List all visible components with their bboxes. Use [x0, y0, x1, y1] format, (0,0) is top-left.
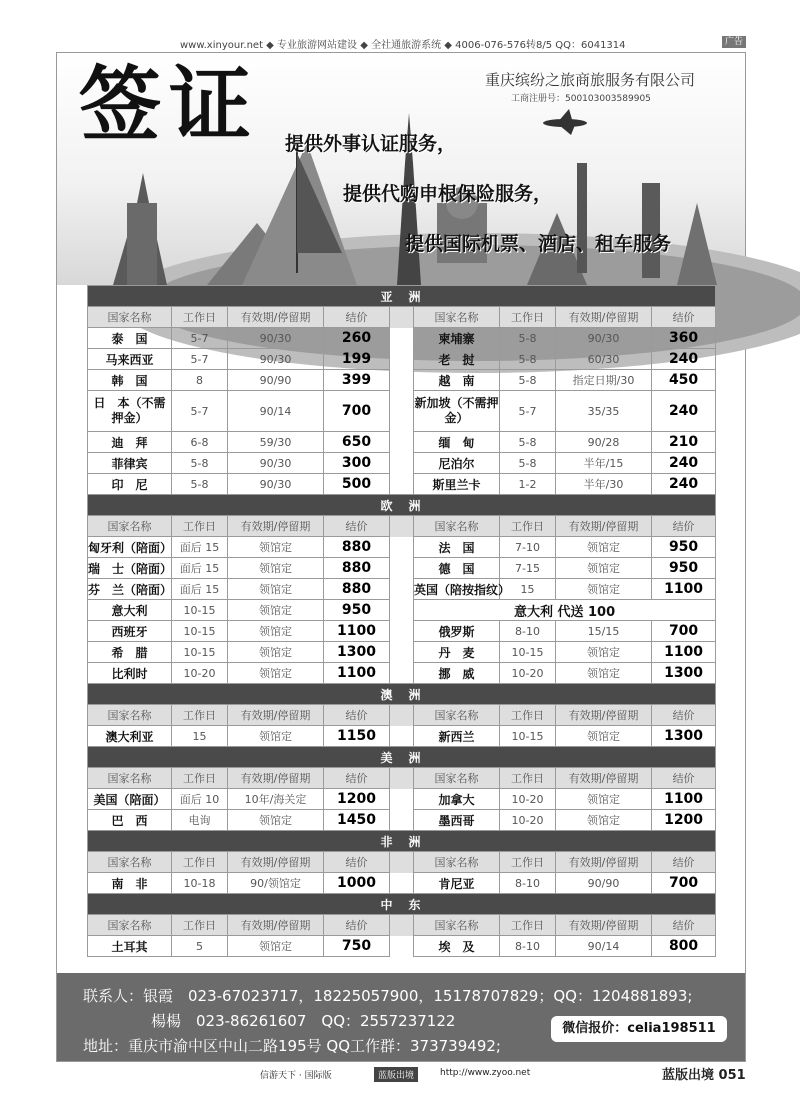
table-row [88, 873, 716, 894]
column-header: 工作日 [500, 307, 556, 328]
price: 1300 [652, 663, 716, 684]
column-header: 有效期/停留期 [556, 852, 652, 873]
validity: 90/30 [228, 474, 324, 495]
column-gap [390, 391, 414, 432]
price: 880 [324, 537, 390, 558]
country-name: 泰 国 [88, 328, 172, 349]
price: 880 [324, 579, 390, 600]
column-header: 有效期/停留期 [556, 516, 652, 537]
country-name: 意大利 [88, 600, 172, 621]
price: 700 [652, 621, 716, 642]
price: 240 [652, 349, 716, 370]
price: 1100 [652, 789, 716, 810]
footer-url[interactable]: http://www.zyoo.net [440, 1068, 531, 1078]
table-row [88, 810, 716, 831]
column-header: 国家名称 [414, 768, 500, 789]
working-days: 8-10 [500, 621, 556, 642]
working-days: 7-15 [500, 558, 556, 579]
column-header: 结价 [652, 852, 716, 873]
working-days: 5-7 [172, 328, 228, 349]
column-gap [390, 307, 414, 328]
validity: 90/28 [556, 432, 652, 453]
validity: 领馆定 [228, 537, 324, 558]
table-row [88, 432, 716, 453]
column-gap [390, 852, 414, 873]
column-header: 工作日 [500, 768, 556, 789]
price: 1300 [324, 642, 390, 663]
working-days: 1-2 [500, 474, 556, 495]
column-gap [390, 663, 414, 684]
validity: 90/领馆定 [228, 873, 324, 894]
working-days: 5-8 [172, 453, 228, 474]
country-name: 法 国 [414, 537, 500, 558]
column-gap [390, 768, 414, 789]
column-header: 有效期/停留期 [228, 516, 324, 537]
column-header: 国家名称 [414, 307, 500, 328]
validity: 领馆定 [228, 936, 324, 957]
price: 450 [652, 370, 716, 391]
table-row [88, 726, 716, 747]
price: 500 [324, 474, 390, 495]
table-row [88, 663, 716, 684]
address-line: 地址：重庆市渝中区中山二路195号 QQ工作群：373739492; [83, 1037, 501, 1055]
region-header-row [88, 495, 716, 516]
validity: 90/14 [556, 936, 652, 957]
column-gap [390, 621, 414, 642]
validity: 15/15 [556, 621, 652, 642]
validity: 领馆定 [556, 579, 652, 600]
column-gap [390, 789, 414, 810]
table-row [88, 370, 716, 391]
working-days: 10-15 [172, 642, 228, 663]
price: 240 [652, 391, 716, 432]
column-header: 有效期/停留期 [556, 915, 652, 936]
price: 1150 [324, 726, 390, 747]
country-name: 日 本（不需押金） [88, 391, 172, 432]
table-row [88, 621, 716, 642]
column-header: 结价 [324, 915, 390, 936]
price: 300 [324, 453, 390, 474]
region-header-row [88, 894, 716, 915]
column-header: 结价 [652, 915, 716, 936]
service-line-1: 提供外事认证服务， [285, 133, 457, 155]
column-header: 结价 [652, 768, 716, 789]
validity: 90/90 [228, 370, 324, 391]
column-header: 结价 [652, 516, 716, 537]
banner [57, 53, 745, 285]
column-gap [390, 474, 414, 495]
table-row [88, 537, 716, 558]
validity: 领馆定 [556, 558, 652, 579]
column-gap [390, 453, 414, 474]
working-days: 10-20 [500, 789, 556, 810]
country-name: 柬埔寨 [414, 328, 500, 349]
column-gap [390, 936, 414, 957]
column-header: 结价 [324, 516, 390, 537]
working-days: 10-15 [500, 726, 556, 747]
column-header: 有效期/停留期 [556, 307, 652, 328]
column-header-row [88, 307, 716, 328]
working-days: 5-7 [172, 391, 228, 432]
working-days: 10-15 [500, 642, 556, 663]
column-gap [390, 915, 414, 936]
working-days: 5-7 [172, 349, 228, 370]
region-name: 澳 洲 [88, 684, 716, 705]
column-header: 国家名称 [88, 915, 172, 936]
column-gap [390, 349, 414, 370]
price: 360 [652, 328, 716, 349]
validity: 59/30 [228, 432, 324, 453]
column-gap [390, 537, 414, 558]
country-name: 俄罗斯 [414, 621, 500, 642]
column-header: 工作日 [500, 915, 556, 936]
working-days: 5-8 [500, 370, 556, 391]
country-name: 尼泊尔 [414, 453, 500, 474]
country-name: 韩 国 [88, 370, 172, 391]
validity: 领馆定 [228, 621, 324, 642]
table-row [88, 391, 716, 432]
registration-number: 工商注册号：500103003589905 [511, 94, 651, 104]
visa-price-table [87, 285, 716, 957]
country-name: 美国（陪面） [88, 789, 172, 810]
service-line-3: 提供国际机票、酒店、租车服务 [405, 233, 672, 255]
country-name: 新西兰 [414, 726, 500, 747]
country-name: 西班牙 [88, 621, 172, 642]
validity: 领馆定 [228, 726, 324, 747]
price: 199 [324, 349, 390, 370]
country-name: 缅 甸 [414, 432, 500, 453]
country-name: 印 尼 [88, 474, 172, 495]
column-gap [390, 432, 414, 453]
country-name: 挪 威 [414, 663, 500, 684]
validity: 领馆定 [228, 810, 324, 831]
price: 260 [324, 328, 390, 349]
column-header-row [88, 915, 716, 936]
validity: 35/35 [556, 391, 652, 432]
price: 950 [652, 558, 716, 579]
footer-brand: 信游天下 · 国际版 [260, 1071, 332, 1081]
country-name: 埃 及 [414, 936, 500, 957]
column-header-row [88, 768, 716, 789]
column-header: 国家名称 [88, 768, 172, 789]
working-days: 5 [172, 936, 228, 957]
page-title: 签证 [79, 57, 260, 153]
column-header: 有效期/停留期 [228, 852, 324, 873]
validity: 10年/海关定 [228, 789, 324, 810]
country-name: 澳大利亚 [88, 726, 172, 747]
country-name: 迪 拜 [88, 432, 172, 453]
column-header: 有效期/停留期 [228, 768, 324, 789]
column-header: 工作日 [172, 768, 228, 789]
country-name: 斯里兰卡 [414, 474, 500, 495]
working-days: 面后 15 [172, 537, 228, 558]
validity: 领馆定 [228, 642, 324, 663]
ad-tag: 广告 [722, 36, 746, 48]
column-header: 国家名称 [414, 705, 500, 726]
validity: 90/90 [556, 873, 652, 894]
price: 700 [652, 873, 716, 894]
working-days: 10-15 [172, 621, 228, 642]
working-days: 10-20 [172, 663, 228, 684]
price: 240 [652, 453, 716, 474]
table-row [88, 474, 716, 495]
country-name: 新加坡（不需押金） [414, 391, 500, 432]
delivery-note: 意大利 代送 100 [414, 600, 716, 621]
country-name: 加拿大 [414, 789, 500, 810]
working-days: 8 [172, 370, 228, 391]
country-name: 芬 兰（陪面） [88, 579, 172, 600]
column-header: 工作日 [500, 852, 556, 873]
price: 1450 [324, 810, 390, 831]
column-header-row [88, 705, 716, 726]
validity: 领馆定 [556, 810, 652, 831]
price: 240 [652, 474, 716, 495]
column-header: 有效期/停留期 [228, 307, 324, 328]
table-row [88, 600, 716, 621]
price: 1100 [652, 579, 716, 600]
validity: 半年/15 [556, 453, 652, 474]
working-days: 面后 10 [172, 789, 228, 810]
validity: 指定日期/30 [556, 370, 652, 391]
working-days: 6-8 [172, 432, 228, 453]
column-gap [390, 642, 414, 663]
service-line-2: 提供代购申根保险服务， [343, 183, 553, 205]
country-name: 墨西哥 [414, 810, 500, 831]
working-days: 15 [172, 726, 228, 747]
column-header: 国家名称 [414, 915, 500, 936]
country-name: 南 非 [88, 873, 172, 894]
column-gap [390, 600, 414, 621]
validity: 60/30 [556, 349, 652, 370]
column-header: 结价 [324, 705, 390, 726]
column-header: 工作日 [500, 516, 556, 537]
validity: 领馆定 [556, 789, 652, 810]
validity: 领馆定 [228, 558, 324, 579]
wechat-badge: 微信报价：celia198511 [551, 1016, 727, 1042]
column-header: 国家名称 [88, 705, 172, 726]
column-header: 结价 [324, 852, 390, 873]
working-days: 面后 15 [172, 579, 228, 600]
region-name: 欧 洲 [88, 495, 716, 516]
column-header-row [88, 852, 716, 873]
working-days: 5-8 [500, 349, 556, 370]
column-gap [390, 579, 414, 600]
working-days: 8-10 [500, 936, 556, 957]
column-gap [390, 810, 414, 831]
validity: 领馆定 [556, 726, 652, 747]
validity: 90/30 [228, 328, 324, 349]
column-header: 工作日 [172, 307, 228, 328]
page-number: 蓝版出境 051 [662, 1068, 746, 1083]
column-header: 有效期/停留期 [556, 768, 652, 789]
working-days: 电询 [172, 810, 228, 831]
price: 1200 [324, 789, 390, 810]
table-row [88, 349, 716, 370]
top-info-bar: www.xinyour.net ◆ 专业旅游网站建设 ◆ 全社通旅游系统 ◆ 4006-076-576转8/5 QQ：6041314 [180, 40, 626, 51]
price: 1100 [324, 621, 390, 642]
working-days: 10-18 [172, 873, 228, 894]
advert-frame [56, 52, 746, 1062]
country-name: 菲律宾 [88, 453, 172, 474]
validity: 90/30 [228, 349, 324, 370]
price: 750 [324, 936, 390, 957]
table-row [88, 558, 716, 579]
column-header: 结价 [652, 307, 716, 328]
table-row [88, 789, 716, 810]
column-header-row [88, 516, 716, 537]
column-header: 结价 [652, 705, 716, 726]
price: 399 [324, 370, 390, 391]
column-gap [390, 370, 414, 391]
price: 700 [324, 391, 390, 432]
column-gap [390, 558, 414, 579]
country-name: 英国（陪按指纹） [414, 579, 500, 600]
working-days: 7-10 [500, 537, 556, 558]
country-name: 瑞 士（陪面） [88, 558, 172, 579]
company-name: 重庆缤纷之旅商旅服务有限公司 [485, 71, 696, 89]
price: 880 [324, 558, 390, 579]
region-header-row [88, 684, 716, 705]
validity: 领馆定 [556, 537, 652, 558]
region-header-row [88, 286, 716, 307]
country-name: 马来西亚 [88, 349, 172, 370]
working-days: 5-8 [500, 432, 556, 453]
price: 1300 [652, 726, 716, 747]
table-row [88, 936, 716, 957]
column-header: 国家名称 [414, 516, 500, 537]
column-header: 结价 [324, 768, 390, 789]
working-days: 15 [500, 579, 556, 600]
price: 800 [652, 936, 716, 957]
price: 650 [324, 432, 390, 453]
price: 210 [652, 432, 716, 453]
country-name: 土耳其 [88, 936, 172, 957]
working-days: 5-8 [500, 453, 556, 474]
working-days: 10-20 [500, 810, 556, 831]
validity: 领馆定 [228, 600, 324, 621]
column-header: 有效期/停留期 [228, 915, 324, 936]
column-header: 国家名称 [88, 852, 172, 873]
price: 1000 [324, 873, 390, 894]
table-row [88, 642, 716, 663]
region-name: 亚 洲 [88, 286, 716, 307]
contact-line-2: 楊楊 023-86261607 QQ：2557237122 [151, 1012, 456, 1030]
column-header: 工作日 [172, 516, 228, 537]
region-header-row [88, 831, 716, 852]
country-name: 匈牙利（陪面） [88, 537, 172, 558]
column-header: 工作日 [172, 852, 228, 873]
column-header: 结价 [324, 307, 390, 328]
column-gap [390, 328, 414, 349]
column-header: 国家名称 [414, 852, 500, 873]
contact-panel [57, 973, 745, 1061]
price: 950 [324, 600, 390, 621]
price: 1200 [652, 810, 716, 831]
column-header: 有效期/停留期 [556, 705, 652, 726]
price: 1100 [652, 642, 716, 663]
column-header: 有效期/停留期 [228, 705, 324, 726]
table-row [88, 328, 716, 349]
column-header: 工作日 [500, 705, 556, 726]
country-name: 德 国 [414, 558, 500, 579]
working-days: 10-15 [172, 600, 228, 621]
country-name: 丹 麦 [414, 642, 500, 663]
working-days: 5-8 [500, 328, 556, 349]
price: 950 [652, 537, 716, 558]
column-gap [390, 726, 414, 747]
column-gap [390, 873, 414, 894]
validity: 领馆定 [228, 663, 324, 684]
working-days: 10-20 [500, 663, 556, 684]
working-days: 5-8 [172, 474, 228, 495]
country-name: 希 腊 [88, 642, 172, 663]
region-header-row [88, 747, 716, 768]
column-header: 工作日 [172, 915, 228, 936]
working-days: 5-7 [500, 391, 556, 432]
region-name: 非 洲 [88, 831, 716, 852]
country-name: 越 南 [414, 370, 500, 391]
footer-badge: 蓝版出境 [374, 1067, 418, 1082]
validity: 领馆定 [228, 579, 324, 600]
table-row [88, 453, 716, 474]
validity: 领馆定 [556, 642, 652, 663]
table-row [88, 579, 716, 600]
column-gap [390, 705, 414, 726]
validity: 领馆定 [556, 663, 652, 684]
working-days: 8-10 [500, 873, 556, 894]
validity: 90/14 [228, 391, 324, 432]
column-gap [390, 516, 414, 537]
contact-line-1: 联系人：银霞 023-67023717，18225057900，15178707829；QQ：1204881893; [83, 987, 693, 1005]
working-days: 面后 15 [172, 558, 228, 579]
column-header: 工作日 [172, 705, 228, 726]
validity: 90/30 [228, 453, 324, 474]
country-name: 老 挝 [414, 349, 500, 370]
column-header: 国家名称 [88, 516, 172, 537]
column-header: 国家名称 [88, 307, 172, 328]
validity: 半年/30 [556, 474, 652, 495]
country-name: 巴 西 [88, 810, 172, 831]
region-name: 美 洲 [88, 747, 716, 768]
price: 1100 [324, 663, 390, 684]
region-name: 中 东 [88, 894, 716, 915]
country-name: 比利时 [88, 663, 172, 684]
country-name: 肯尼亚 [414, 873, 500, 894]
validity: 90/30 [556, 328, 652, 349]
